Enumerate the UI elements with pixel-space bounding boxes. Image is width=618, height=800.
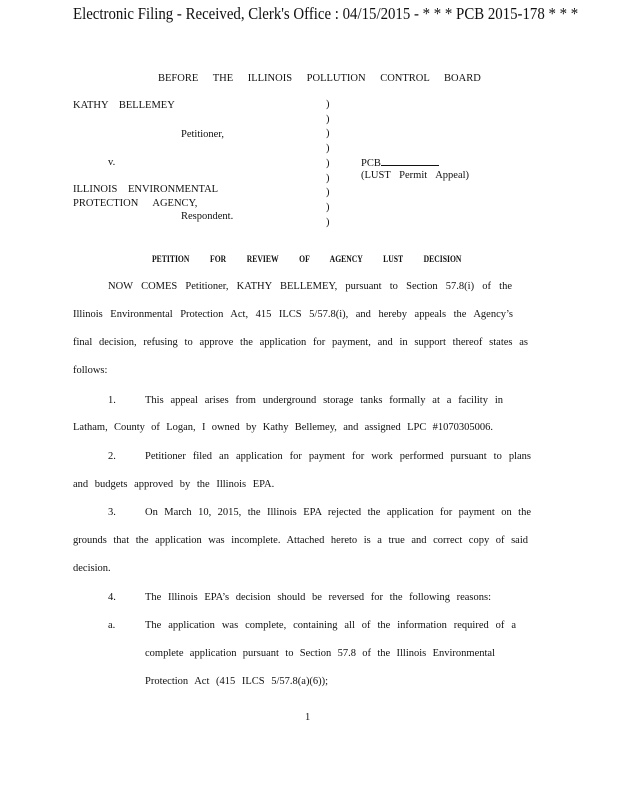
para-3-line-2: grounds that the application was incomplete. Attached hereto is a true and correct copy of said	[73, 535, 528, 546]
para-number: 3.	[108, 507, 116, 518]
case-number-blank	[381, 156, 439, 166]
respondent-line-1: ILLINOIS ENVIRONMENTAL	[73, 184, 219, 195]
para-1-line-1: This appeal arises from underground storage tanks formally at a facility in	[145, 395, 503, 406]
para-4-line-1: The Illinois EPA’s decision should be reversed for the following reasons:	[145, 592, 491, 603]
intro-line-1: NOW COMES Petitioner, KATHY BELLEMEY, pursuant to Section 57.8(i) of the	[108, 281, 512, 292]
respondent-line-2: PROTECTION AGENCY,	[73, 198, 198, 209]
para-3-line-3: decision.	[73, 563, 111, 574]
sub-item-line-2: complete application pursuant to Section 57.8 of the Illinois Environmental	[145, 648, 495, 659]
case-label: PCB	[361, 158, 381, 169]
sub-item-line-3: Protection Act (415 ILCS 5/57.8(a)(6));	[145, 676, 329, 687]
court-heading: BEFORE THE ILLINOIS POLLUTION CONTROL BOARD	[158, 73, 481, 84]
filing-stamp: Electronic Filing - Received, Clerk's Office : 04/15/2015 - * * * PCB 2015-178 * * *	[73, 4, 579, 23]
caption-brackets: ) ) ) ) ) ) ) ) )	[326, 99, 330, 228]
case-type: (LUST Permit Appeal)	[361, 170, 470, 181]
petitioner-role: Petitioner,	[181, 129, 225, 140]
para-number: 4.	[108, 592, 116, 603]
versus: v.	[108, 157, 116, 168]
case-number-label	[361, 156, 439, 169]
sub-item-letter: a.	[108, 620, 116, 631]
para-number: 1.	[108, 395, 116, 406]
para-1-line-2: Latham, County of Logan, I owned by Kathy Bellemey, and assigned LPC #1070305006.	[73, 422, 493, 433]
sub-item-line-1: The application was complete, containing all of the information required of a	[145, 620, 516, 631]
intro-line-4: follows:	[73, 365, 108, 376]
document-title: PETITION FOR REVIEW OF AGENCY LUST DECISION	[152, 254, 462, 264]
petitioner-name: KATHY BELLEMEY	[73, 100, 175, 111]
page-number: 1	[305, 712, 311, 723]
para-2-line-2: and budgets approved by the Illinois EPA.	[73, 479, 275, 490]
intro-line-3: final decision, refusing to approve the application for payment, and in support thereof states as	[73, 337, 528, 348]
intro-line-2: Illinois Environmental Protection Act, 415 ILCS 5/57.8(i), and hereby appeals the Agency’s	[73, 309, 513, 320]
para-number: 2.	[108, 451, 116, 462]
para-2-line-1: Petitioner filed an application for payment for work performed pursuant to plans	[145, 451, 531, 462]
respondent-role: Respondent.	[181, 211, 234, 222]
para-3-line-1: On March 10, 2015, the Illinois EPA rejected the application for payment on the	[145, 507, 531, 518]
